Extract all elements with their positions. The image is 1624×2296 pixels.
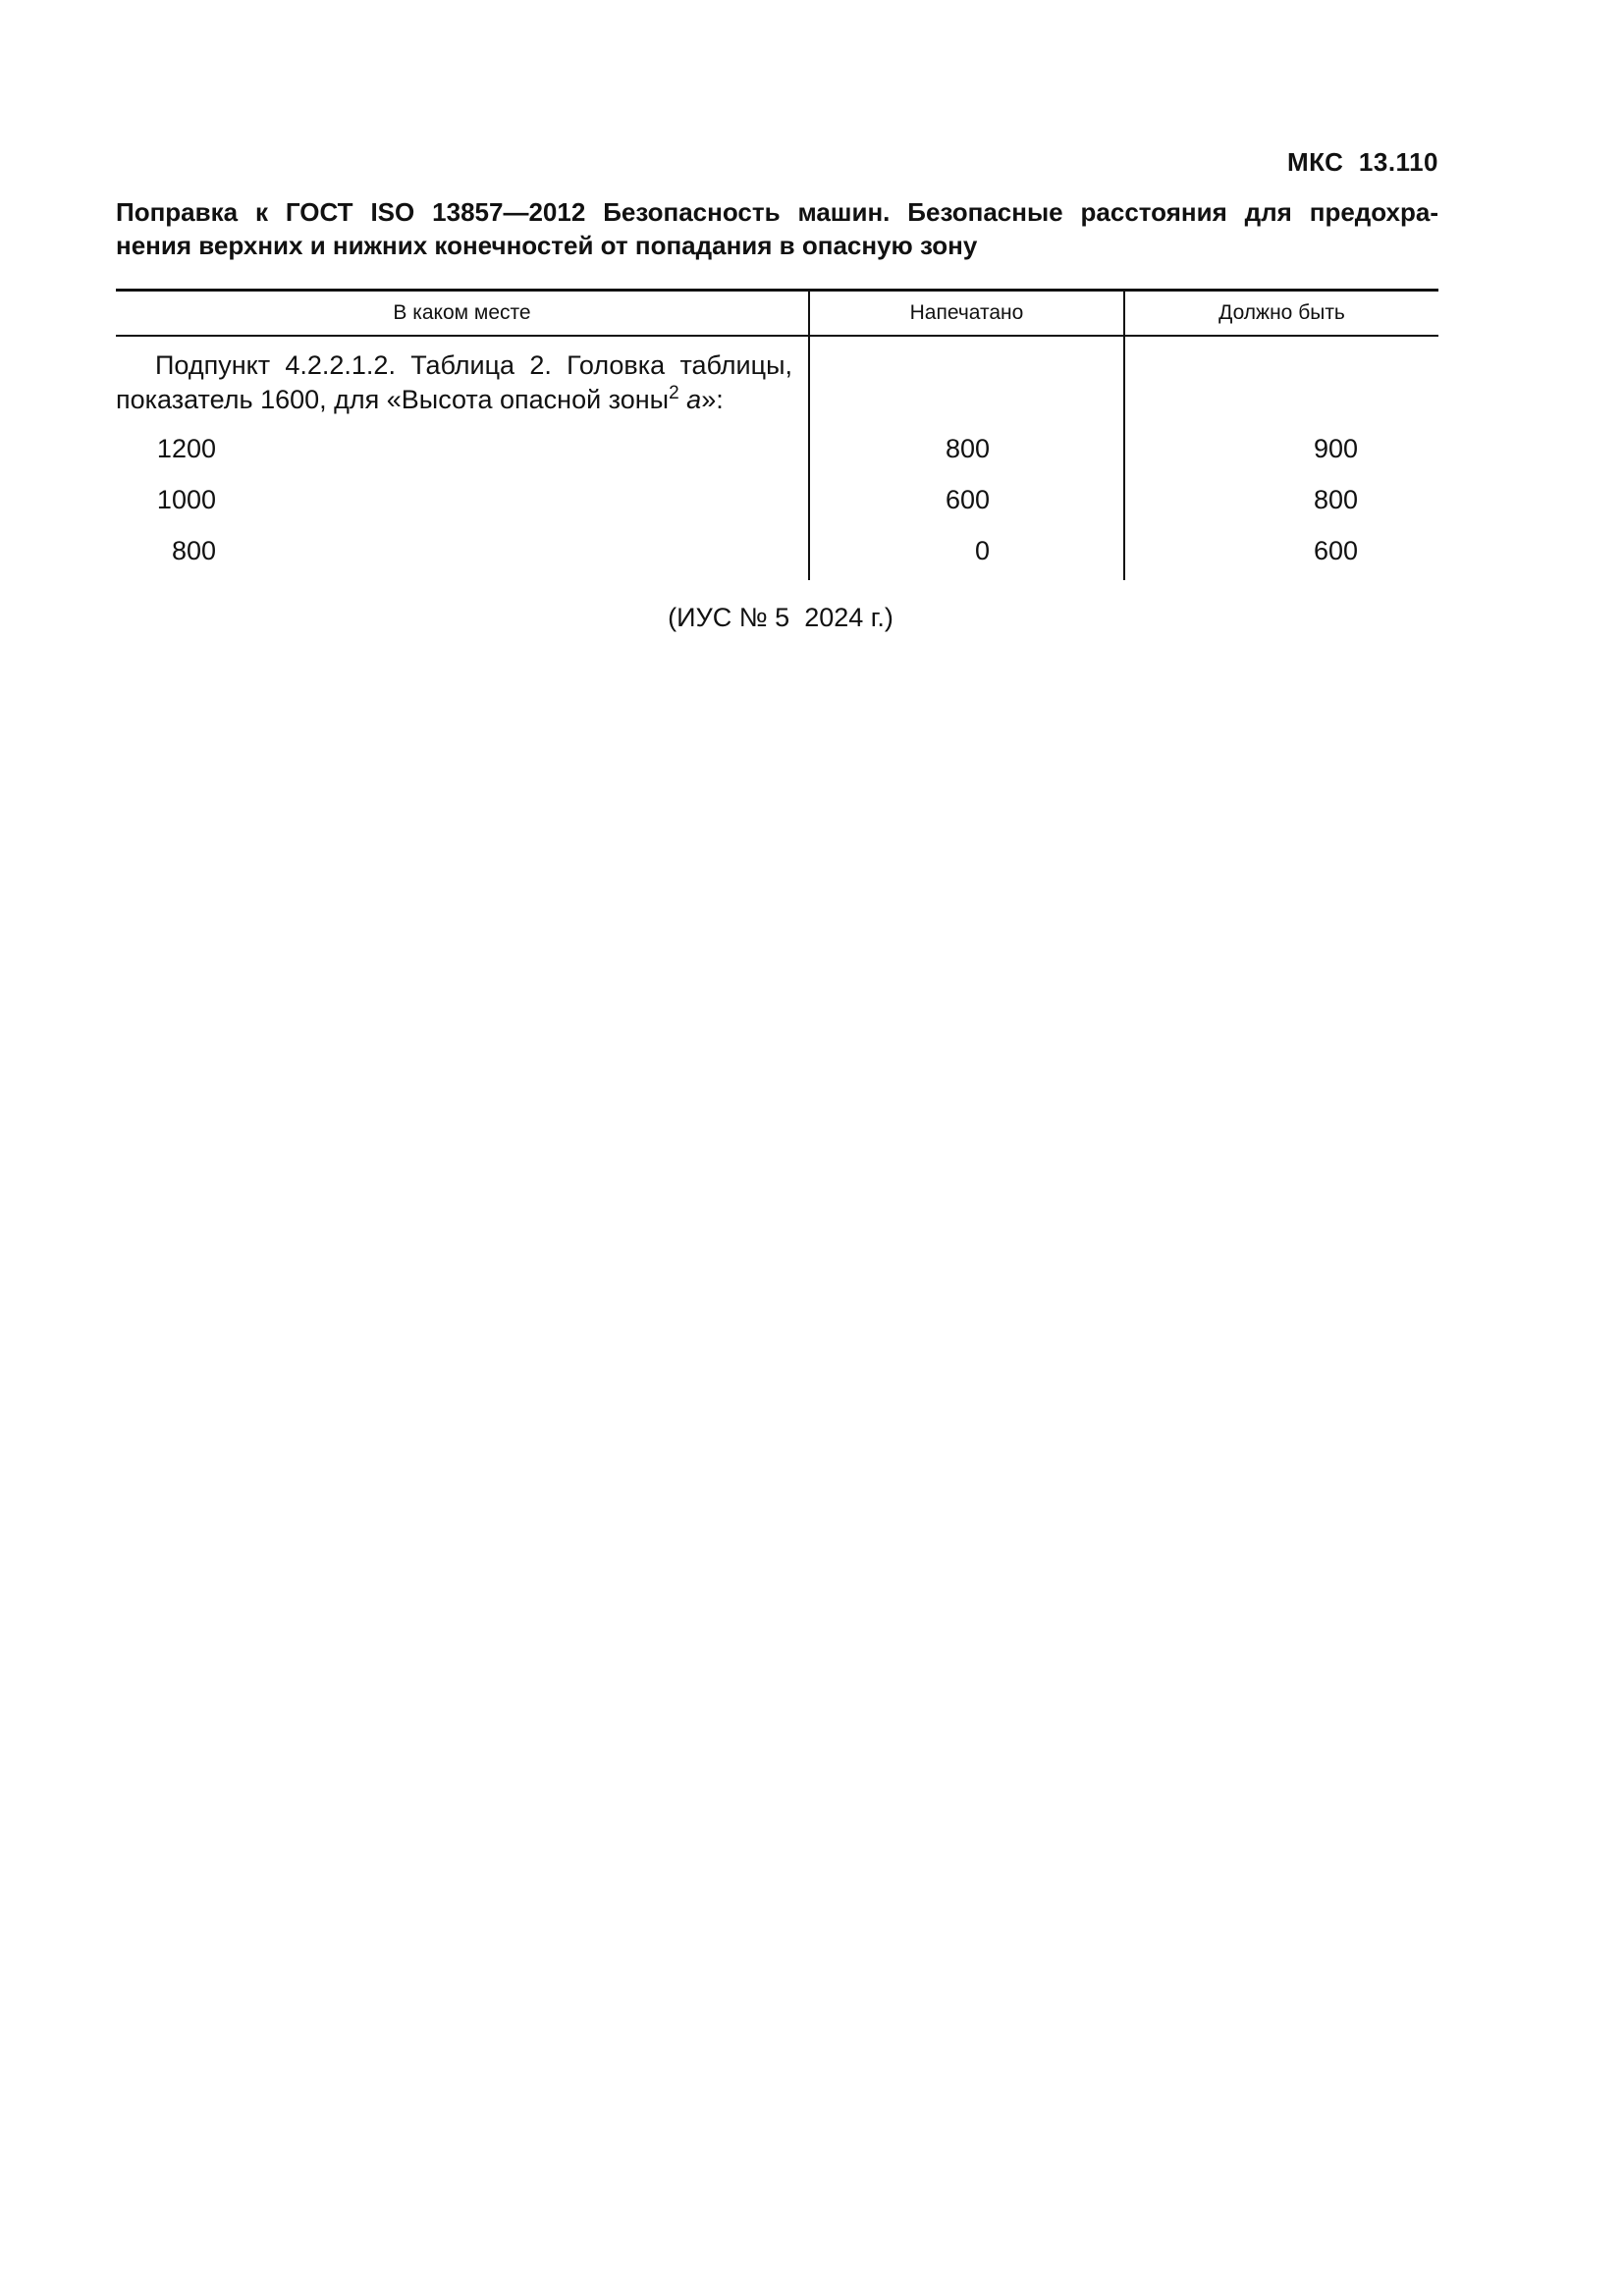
location-description [116,336,809,423]
table-header-row [116,291,1438,337]
classification-code: МКС 13.110 [1287,147,1438,177]
document-title-line-2: нения верхних и нижних конечностей от попадания в опасную зону [116,231,978,260]
column-header-printed: Напечатано [809,291,1124,337]
place-cell [116,525,809,580]
place-cell [116,474,809,525]
place-value: 1200 [156,434,216,463]
description-closing: »: [701,385,724,414]
location-description-line-1: Подпункт 4.2.2.1.2. Таблица 2. Головка таблицы, [155,350,792,380]
table-row-description [116,336,1438,423]
should-be-value: 800 [1314,485,1359,514]
should-be-value: 600 [1314,536,1359,565]
column-header-place: В каком месте [116,291,809,337]
amendment-table [116,289,1438,580]
variable-symbol: a [686,385,702,414]
table-row [116,474,1438,525]
source-reference: (ИУС № 5 2024 г.) [668,603,893,632]
amendment-table-wrapper [116,289,1438,580]
column-header-should-be: Должно быть [1124,291,1438,337]
description-text: показатель 1600, для «Высота опасной зоны [116,385,670,414]
printed-value: 800 [809,423,1124,474]
should-be-cell-empty [1124,336,1438,423]
location-description-line-2 [116,383,808,417]
printed-cell-empty [809,336,1124,423]
place-cell [116,423,809,474]
should-be-value: 900 [1314,434,1359,463]
table-row [116,423,1438,474]
table-row [116,525,1438,580]
footnote-superscript: 2 [669,383,679,403]
printed-value: 0 [809,525,1124,580]
printed-value: 600 [809,474,1124,525]
place-value: 1000 [156,485,216,514]
place-value: 800 [171,536,216,565]
document-title [116,195,1438,262]
document-title-line-1: Поправка к ГОСТ ISO 13857—2012 Безопасность машин. Безопасные расстояния для предохра- [116,197,1438,227]
